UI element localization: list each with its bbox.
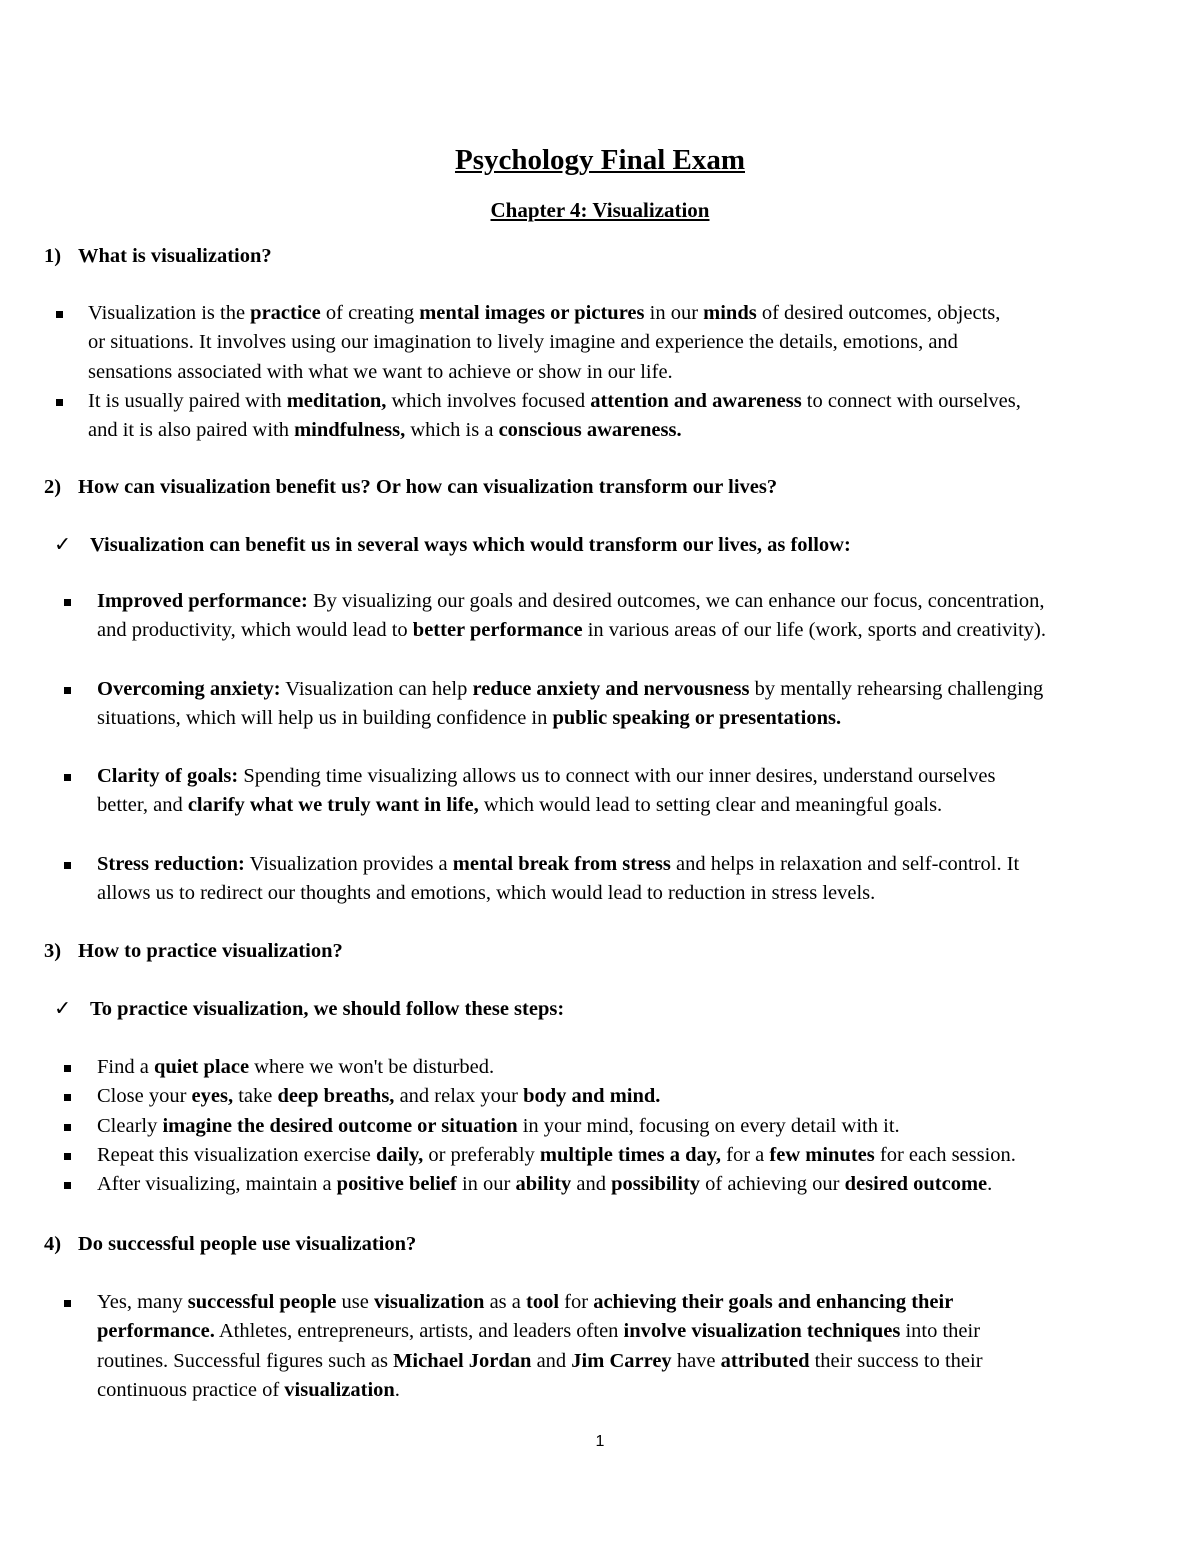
text-run: to connect with ourselves,: [801, 389, 1021, 412]
checkmark-icon: ✓: [54, 534, 72, 556]
question-text: How can visualization benefit us? Or how can visualization transform our lives?: [78, 476, 778, 498]
text-run: and it is also paired with: [88, 419, 295, 442]
bullet-square-icon: [64, 1182, 71, 1189]
text-run: as a: [484, 1291, 527, 1313]
text-run: .: [987, 1173, 993, 1196]
bold-text: better performance: [412, 619, 583, 642]
bold-text: Stress reduction:: [97, 852, 245, 875]
bullet-square-icon: [64, 774, 71, 781]
bold-text: public speaking or presentations.: [552, 706, 842, 729]
bullet-square-icon: [64, 599, 71, 606]
bold-text: mental images or pictures: [419, 302, 645, 324]
list-item: [97, 1170, 1016, 1199]
page-title: Psychology Final Exam: [454, 144, 745, 176]
text-run: Visualization provides a: [244, 852, 453, 875]
bold-text: attention and awareness: [590, 389, 802, 412]
bullet-square-icon: [64, 1065, 71, 1072]
question-number: 3): [44, 940, 62, 962]
text-run: and productivity, which would lead to: [97, 619, 413, 642]
text-run: of achieving our: [700, 1173, 845, 1196]
bold-text: desired outcome: [844, 1173, 988, 1196]
text-run: sensations associated with what we want to achieve or show in our life.: [88, 360, 673, 383]
question-text: Do successful people use visualization?: [78, 1233, 417, 1255]
q3-intro: [54, 995, 564, 1024]
list-item: [88, 299, 1021, 387]
text-run: into their: [900, 1320, 981, 1343]
chapter-heading: Chapter 4: Visualization: [490, 198, 710, 222]
list-item: [97, 1082, 1016, 1111]
text-line: [88, 387, 1021, 416]
text-run: routines. Successful figures such as: [97, 1349, 394, 1372]
bold-text: daily,: [375, 1143, 424, 1166]
bold-text: practice: [250, 302, 321, 324]
text-line: [97, 1053, 1016, 1082]
text-run: in various areas of our life (work, sports and creativity).: [582, 619, 1046, 642]
text-run: situations, which will help us in building confidence in: [97, 706, 553, 729]
bold-text: mindfulness,: [294, 419, 406, 442]
list-item: [97, 762, 1046, 821]
list-item: [97, 675, 1046, 734]
text-run: or situations. It involves using our imagination to lively imagine and experience the details, emotions, and: [88, 331, 958, 354]
bold-text: conscious awareness.: [498, 419, 682, 442]
bullet-square-icon: [64, 1153, 71, 1160]
text-run: where we won't be disturbed.: [249, 1056, 495, 1078]
text-run: for a: [721, 1143, 770, 1166]
bold-text: tool: [526, 1291, 560, 1313]
bold-text: clarify what we truly want in life,: [187, 794, 479, 817]
bold-text: minds: [703, 302, 757, 324]
bold-text: reduce anxiety and nervousness: [472, 677, 750, 700]
bold-text: visualization: [373, 1291, 485, 1313]
text-run: Close your: [97, 1085, 192, 1108]
bold-text: successful people: [187, 1291, 337, 1313]
bold-text: Jim Carrey: [571, 1349, 672, 1372]
page-number: 1: [595, 1433, 605, 1450]
list-item: [97, 587, 1046, 646]
question-number: 2): [44, 476, 62, 498]
text-run: continuous practice of: [97, 1378, 285, 1401]
bold-text: Overcoming anxiety:: [97, 677, 281, 700]
text-line: [88, 328, 1021, 357]
text-line: [97, 762, 1046, 791]
bold-text: quiet place: [153, 1056, 250, 1078]
question-4: [44, 1230, 416, 1259]
bullet-square-icon: [56, 399, 63, 406]
question-3: [44, 937, 343, 966]
text-run: of desired outcomes, objects,: [756, 302, 1001, 324]
text-run: in our: [644, 302, 704, 324]
text-line: [88, 299, 1021, 328]
text-run: have: [671, 1349, 721, 1372]
text-run: which is a: [405, 419, 499, 442]
bold-text: possibility: [611, 1173, 701, 1196]
question-number: 1): [44, 245, 62, 267]
text-run: .: [394, 1378, 400, 1401]
text-run: which would lead to setting clear and meaningful goals.: [478, 794, 943, 817]
list-item: [97, 1053, 1016, 1082]
text-line: [97, 850, 1046, 879]
text-run: and: [571, 1173, 612, 1196]
bold-text: imagine the desired outcome or situation: [162, 1114, 518, 1137]
bold-text: Clarity of goals:: [97, 765, 239, 788]
bold-text: Michael Jordan: [393, 1349, 532, 1372]
bold-text: ability: [515, 1173, 572, 1196]
text-run: Athletes, entrepreneurs, artists, and leaders often: [214, 1320, 624, 1343]
bold-text: body and mind.: [523, 1085, 661, 1108]
question-2: [44, 473, 777, 502]
bullet-square-icon: [64, 1094, 71, 1101]
text-line: [97, 791, 1046, 820]
bold-text: meditation,: [286, 389, 387, 412]
text-run: in our: [456, 1173, 516, 1196]
text-run: use: [336, 1291, 374, 1313]
text-line: [97, 1317, 983, 1346]
text-run: and relax your: [394, 1085, 524, 1108]
text-run: or preferably: [423, 1143, 540, 1166]
q4-bullet-list: [97, 1288, 983, 1405]
bold-text: involve visualization techniques: [623, 1320, 901, 1343]
text-run: and helps in relaxation and self-control. It: [670, 852, 1020, 875]
list-item: [97, 1288, 983, 1405]
text-run: Spending time visualizing allows us to connect with our inner desires, understand ourselves: [238, 765, 996, 788]
text-line: [88, 416, 1021, 445]
text-line: [97, 1141, 1016, 1170]
question-text: How to practice visualization?: [78, 940, 343, 962]
text-run: which involves focused: [386, 389, 591, 412]
text-run: their success to their: [809, 1349, 983, 1372]
text-run: It is usually paired with: [88, 389, 287, 412]
text-run: After visualizing, maintain a: [97, 1173, 337, 1196]
text-line: [97, 879, 1046, 908]
text-line: [88, 358, 1021, 387]
question-1: [44, 242, 272, 271]
question-text: What is visualization?: [78, 245, 272, 267]
list-item: [97, 1141, 1016, 1170]
q2-intro: [54, 531, 851, 560]
bullet-square-icon: [56, 311, 63, 318]
q2-bullet-list: [97, 587, 1046, 937]
text-line: [97, 1376, 983, 1405]
q2-intro-text: Visualization can benefit us in several ways which would transform our lives, as follow:: [90, 534, 851, 556]
text-line: [97, 1170, 1016, 1199]
text-line: [97, 1082, 1016, 1111]
bold-text: multiple times a day,: [539, 1143, 722, 1166]
q3-intro-text: To practice visualization, we should follow these steps:: [90, 998, 565, 1020]
checkmark-icon: ✓: [54, 998, 72, 1020]
bold-text: eyes,: [191, 1085, 234, 1108]
bold-text: visualization: [284, 1378, 395, 1401]
text-run: in your mind, focusing on every detail with it.: [517, 1114, 900, 1137]
text-line: [97, 1347, 983, 1376]
bullet-square-icon: [64, 687, 71, 694]
text-run: By visualizing our goals and desired outcomes, we can enhance our focus, concentration,: [307, 590, 1045, 612]
text-run: by mentally rehearsing challenging: [749, 677, 1044, 700]
text-line: [97, 587, 1046, 616]
text-run: of creating: [320, 302, 420, 324]
text-run: for each session.: [874, 1143, 1016, 1166]
text-run: Visualization is the: [88, 302, 251, 324]
text-run: take: [233, 1085, 278, 1108]
text-line: [97, 675, 1046, 704]
bold-text: performance.: [97, 1320, 215, 1343]
text-run: Find a: [97, 1056, 154, 1078]
list-item: [97, 1112, 1016, 1141]
list-item: [97, 850, 1046, 909]
bold-text: mental break from stress: [452, 852, 671, 875]
list-item: [88, 387, 1021, 446]
text-line: [97, 1112, 1016, 1141]
bold-text: few minutes: [769, 1143, 875, 1166]
text-run: allows us to redirect our thoughts and emotions, which would lead to reduction in stress levels.: [97, 882, 876, 905]
bullet-square-icon: [64, 1300, 71, 1307]
text-run: Visualization can help: [280, 677, 473, 700]
text-run: Clearly: [97, 1114, 163, 1137]
text-run: for: [559, 1291, 594, 1313]
text-line: [97, 704, 1046, 733]
bullet-square-icon: [64, 1124, 71, 1131]
bullet-square-icon: [64, 862, 71, 869]
bold-text: deep breaths,: [277, 1085, 395, 1108]
text-run: Yes, many: [97, 1291, 188, 1313]
q1-bullet-list: [88, 299, 1021, 445]
bold-text: achieving their goals and enhancing their: [593, 1291, 954, 1313]
text-run: better, and: [97, 794, 188, 817]
bold-text: positive belief: [336, 1173, 457, 1196]
question-number: 4): [44, 1233, 62, 1255]
q3-bullet-list: [97, 1053, 1016, 1199]
bold-text: attributed: [720, 1349, 810, 1372]
bold-text: Improved performance:: [97, 590, 308, 612]
text-run: and: [531, 1349, 572, 1372]
text-line: [97, 1288, 983, 1317]
text-line: [97, 616, 1046, 645]
text-run: Repeat this visualization exercise: [97, 1143, 376, 1166]
